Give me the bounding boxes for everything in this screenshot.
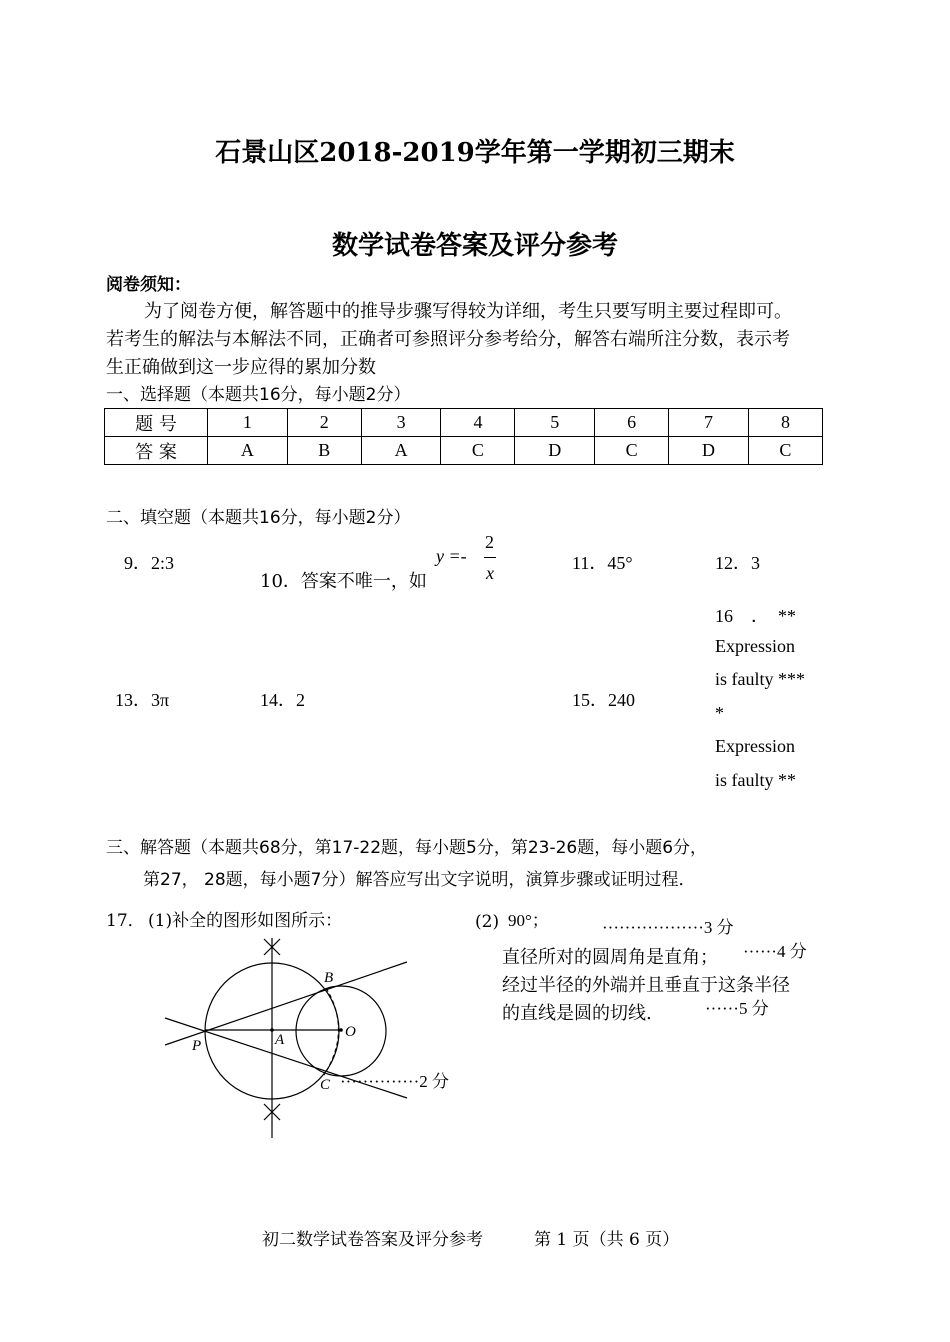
table-cell: 5 [515, 409, 595, 437]
table-cell: 8 [748, 409, 822, 437]
table-cell: D [669, 437, 749, 465]
answer-13: 13．3π [115, 690, 170, 710]
answer-16-line: 16 ． ** [715, 606, 796, 626]
table-cell: C [595, 437, 669, 465]
answer-10-formula: y =- [436, 546, 467, 566]
table-cell: B [287, 437, 361, 465]
section3-heading-2: 第27， 28题，每小题7分）解答应写出文字说明，演算步骤或证明过程． [143, 870, 696, 890]
answer-10: 10．答案不唯一，如 [260, 571, 427, 592]
q17-number: 17． [106, 911, 145, 931]
fraction-numerator: 2 [485, 532, 494, 552]
table-cell: A [208, 437, 288, 465]
table-cell: 7 [669, 409, 749, 437]
reason-2b: 的直线是圆的切线. [502, 1003, 652, 1024]
answer-15: 15．240 [572, 690, 635, 710]
label-b: B [324, 970, 334, 986]
score-4: ······4 分 [743, 942, 807, 961]
notice-line: 若考生的解法与本解法不同，正确者可参照评分参考给分，解答右端所注分数，表示考 [106, 329, 790, 350]
row-header: 答 案 [105, 437, 208, 465]
table-cell: 1 [208, 409, 288, 437]
answer-16-line: is faulty ** [715, 770, 796, 790]
answer-12: 12．3 [715, 553, 760, 573]
label-p: P [192, 1038, 202, 1054]
section3-heading: 三、解答题（本题共68分，第17-22题，每小题5分，第23-26题，每小题6分， [106, 838, 708, 858]
score-3: ··················3 分 [602, 918, 734, 937]
notice-line: 为了阅卷方便，解答题中的推导步骤写得较为详细，考生只要写明主要过程即可。 [144, 301, 792, 322]
reason-1: 直径所对的圆周角是直角； [502, 947, 718, 968]
title-line-2: 数学试卷答案及评分参考 [331, 231, 618, 261]
answer-11: 11．45° [572, 553, 633, 573]
label-o: O [345, 1024, 356, 1040]
answer-16-line: Expression [715, 636, 795, 656]
label-c: C [320, 1077, 331, 1093]
score-2: ··············2 分 [340, 1072, 450, 1091]
table-cell: C [441, 437, 515, 465]
answer-16-line: * [715, 703, 724, 723]
notice-line: 生正确做到这一步应得的累加分数 [106, 357, 376, 378]
notice-heading: 阅卷须知： [106, 275, 191, 295]
title-line-1: 石景山区2018-2019学年第一学期初三期末 [215, 138, 735, 168]
table-cell: 3 [361, 409, 441, 437]
row-header: 题 号 [105, 409, 208, 437]
reason-2: 经过半径的外端并且垂直于这条半径 [502, 975, 790, 996]
answer-16-line: Expression [715, 736, 795, 756]
answer-14: 14．2 [260, 690, 305, 710]
page-footer: 初二数学试卷答案及评分参考 第 1 页（共 6 页） [262, 1230, 680, 1250]
section2-heading: 二、填空题（本题共16分，每小题2分） [106, 508, 411, 528]
table-cell: 4 [441, 409, 515, 437]
answer-9: 9．2:3 [124, 553, 175, 573]
table-cell: D [515, 437, 595, 465]
score-5: ······5 分 [705, 999, 769, 1018]
q17-part2-answer: 90°； [508, 911, 549, 930]
table-cell: 2 [287, 409, 361, 437]
label-a: A [275, 1032, 285, 1048]
fraction-denominator: x [486, 563, 494, 583]
table-cell: C [748, 437, 822, 465]
answer-16-line: is faulty *** [715, 669, 805, 689]
section1-heading: 一、选择题（本题共16分，每小题2分） [106, 385, 411, 405]
table-cell: A [361, 437, 441, 465]
dashed-arc-bc [324, 988, 339, 1075]
table-cell: 6 [595, 409, 669, 437]
tangent-line-pb [165, 962, 407, 1045]
q17-part2-label: (2) [475, 912, 500, 932]
q17-part1: (1)补全的图形如图所示： [148, 911, 343, 931]
